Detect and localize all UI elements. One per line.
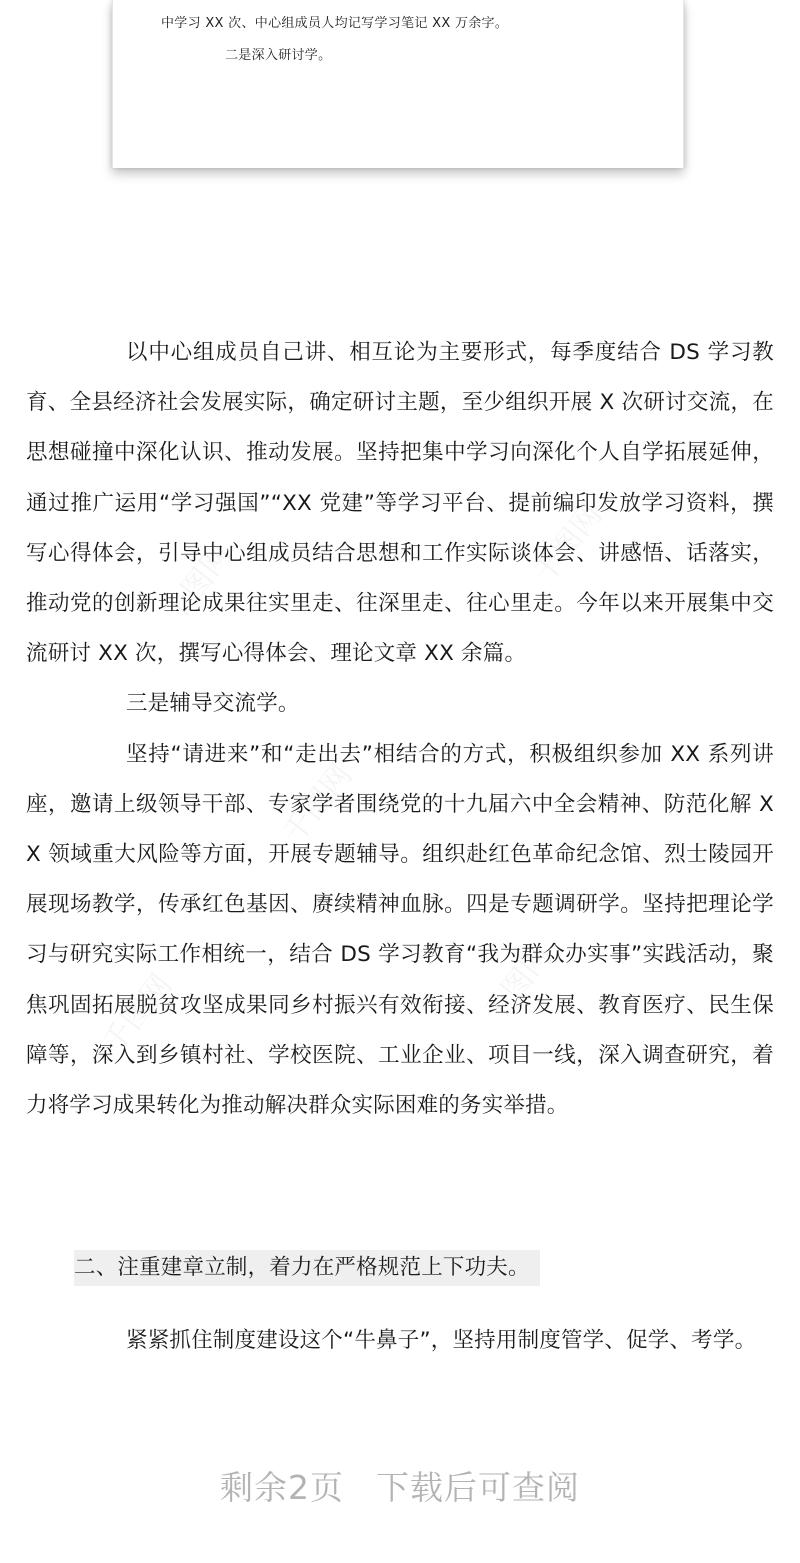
preview-text-line: 二是深入研讨学。 [225,48,332,63]
body-paragraph: 坚持“请进来”和“走出去”相结合的方式，积极组织参加 XX 系列讲座，邀请上级领导干部、专家学者围绕党的十九届六中全会精神、防范化解 XX 领域重大风险等方面，开展专题辅导。组织赴红色革命纪念馆、烈士陵园开展现场教学，传承红色基因、赓续精神血脉。四是专题调研学。坚持把理论学习与研究实际工作相统一，结合 DS 学习教育“我为群众办实事”实践活动，聚焦巩固拓展脱贫攻坚成果同乡村振兴有效衔接、经济发展、教育医疗、民生保障等，深入到乡镇村社、学校医院、工业企业、项目一线，深入调查研究，着力将学习成果转化为推动解决群众实际困难的务实举措。 [26,741,774,1119]
download-hint-label: 下载后可查阅 [376,1468,580,1507]
body-paragraph: 紧紧抓住制度建设这个“牛鼻子”，坚持用制度管学、促学、考学。 [126,1328,757,1353]
remaining-pages-notice[interactable] [0,1462,800,1509]
remaining-pages-label: 剩余2页 [220,1468,344,1507]
section-heading: 二、注重建章立制，着力在严格规范上下功夫。 [74,1250,540,1286]
document-body [26,328,774,1131]
preview-text-line: 中学习 XX 次、中心组成员人均记写学习笔记 XX 万余字。 [161,16,509,31]
body-paragraph: 三是辅导交流学。 [126,691,300,717]
body-paragraph: 以中心组成员自己讲、相互论为主要形式，每季度结合 DS 学习教育、全县经济社会发展实际，确定研讨主题，至少组织开展 X 次研讨交流，在思想碰撞中深化认识、推动发展。坚持把集中学习向深化个人自学拓展延伸，通过推广运用“学习强国”“XX 党建”等学习平台、提前编印发放学习资料，撰写心得体会，引导中心组成员结合思想和工作实际谈体会、讲感悟、话落实，推动党的创新理论成果往实里走、往深里走、往心里走。今年以来开展集中交流研讨 XX 次，撰写心得体会、理论文章 XX 余篇。 [26,340,774,667]
document-preview-card [112,0,684,168]
document-body-continued [26,1316,774,1366]
